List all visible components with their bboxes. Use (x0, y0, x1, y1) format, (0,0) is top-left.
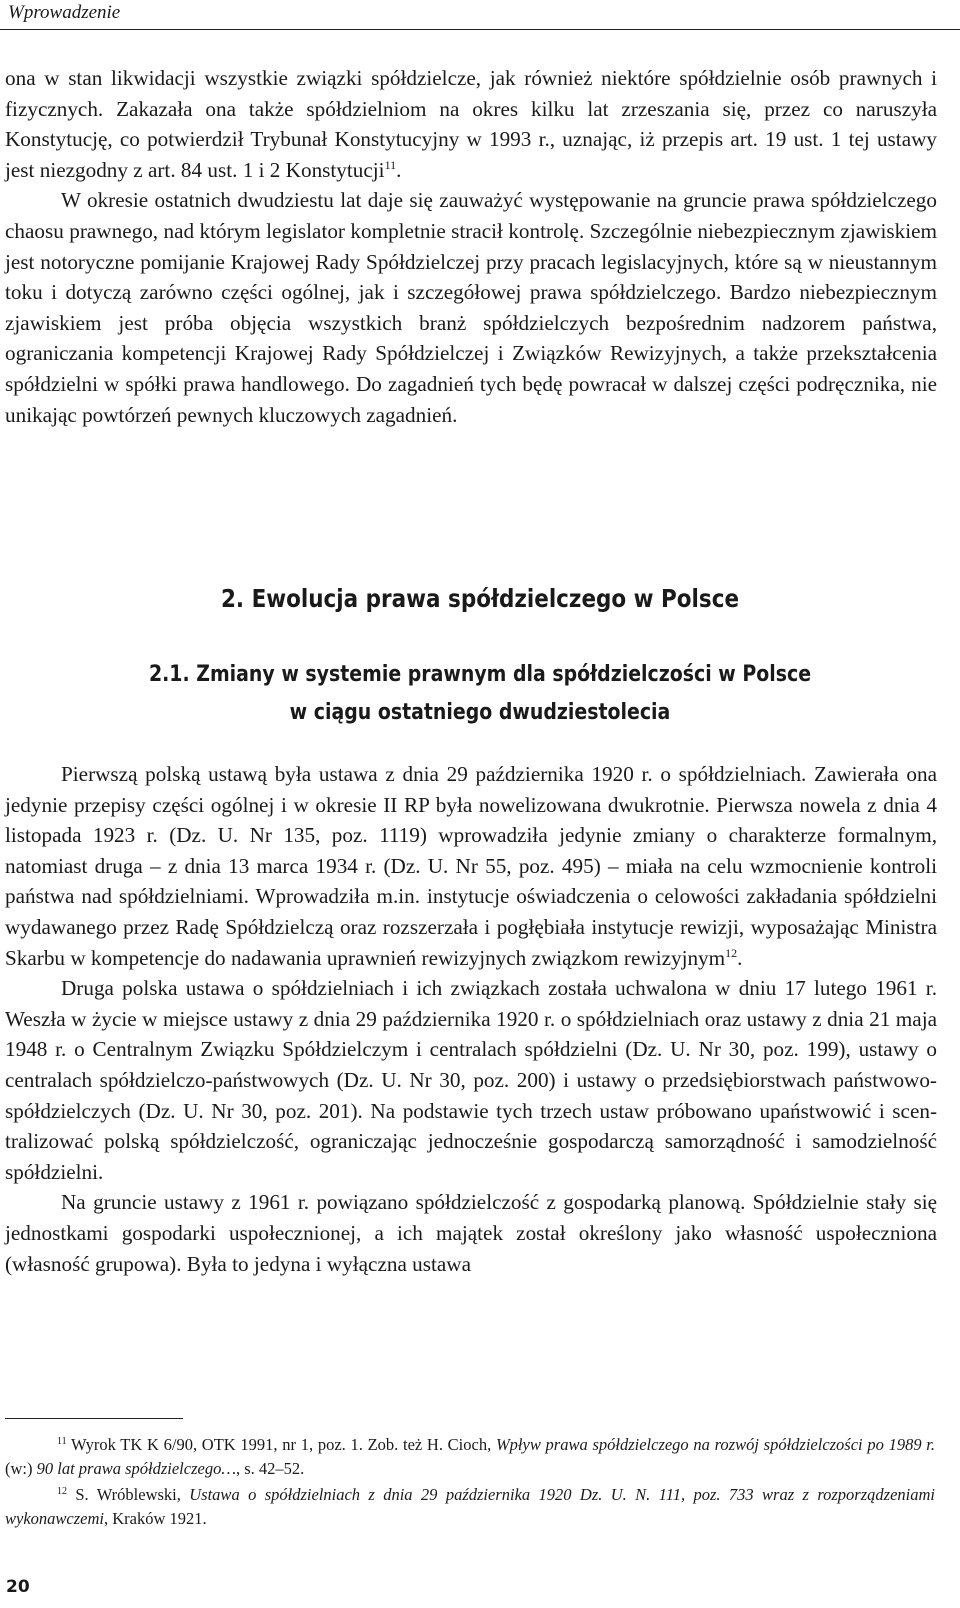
footnotes (5, 1433, 935, 1533)
section-heading: 2. Ewolucja prawa spółdzielczego w Polsce (220, 584, 740, 613)
footnote-ref-12[interactable]: 12 (725, 945, 738, 960)
footnote-12 (5, 1483, 935, 1531)
footnote-title: Ustawa o spółdzielniach z dnia 29 października 1920 Dz. U. N. 111, poz. 733 wraz z rozporządzeniami wykonawczemi (5, 1485, 935, 1528)
footnote-11 (5, 1433, 935, 1481)
paragraph: Druga polska ustawa o spółdzielniach i ich związkach została uchwalona w dniu 17 lutego 1961 r. Weszła w życie w miejsce ustawy z dnia 29 października 1920 r. o spółdzielniach oraz ustawy z dnia 21 maja 1948 r. o Centralnym Związku Spółdzielczym i centralach spółdzielni (Dz. U. Nr 30, poz. 199), ustawy o centralach spółdzielczo-państwowych (Dz. U. Nr 30, poz. 200) i ustawy o przedsiębiorstwach państwowo-spółdzielczych (Dz. U. Nr 30, poz. 201). Na podstawie tych trzech ustaw próbowano upaństwowić i scentralizować polską spółdzielczość, ograniczając jednocześnie gospodarczą samorządność i samodzielność spółdzielni. (5, 976, 937, 1184)
footnote-rule (5, 1418, 183, 1419)
header-rule (0, 29, 960, 30)
paragraph-end: . (396, 157, 402, 182)
footnote-ref-11[interactable]: 11 (384, 157, 397, 172)
subsection-heading-line2: w ciągu ostatniego dwudziestolecia (289, 700, 671, 725)
subsection-heading (67, 656, 893, 732)
footnote-title: 90 lat prawa spółdzielczego… (36, 1459, 237, 1478)
body-text-top (5, 63, 937, 430)
paragraph-end: . (737, 945, 743, 970)
paragraph (5, 759, 937, 973)
footnote-text: , Kraków 1921. (103, 1509, 207, 1528)
page-number: 20 (6, 1577, 30, 1597)
footnote-number: 11 (57, 1436, 67, 1447)
footnote-title: Wpływ prawa spółdzielczego na rozwój spółdzielczości po 1989 r. (495, 1435, 935, 1454)
footnote-text: , s. 42–52. (236, 1459, 305, 1478)
paragraph: W okresie ostatnich dwudziestu lat daje się zauważyć występowanie na gruncie prawa spółdzielczego chaosu prawnego, nad którym legislator kompletnie stracił kontrolę. Szczególnie niebezpiecznym zjawiskiem jest notoryczne pomijanie Krajowej Rady Spółdzielczej przy pracach legislacyjnych, które są w nieustannym toku i dotyczą zarówno części ogólnej, jak i szczegółowej prawa spółdzielczego. Bardzo niebezpiecznym zjawiskiem jest próba objęcia wszystkich branż spółdzielczych bezpośrednim nadzorem państwa, ograniczania kompetencji Krajowej Rady Spółdzielczej i Związków Rewizyjnych, a także przekształcenia spółdzielni w spółki prawa handlowego. Do zagadnień tych będę powracał w dalszej części podręcznika, nie unikając powtórzeń pewnych kluczowych zagadnień. (5, 188, 937, 427)
footnote-text: Wyrok TK K 6/90, OTK 1991, nr 1, poz. 1. Zob. też H. Cioch, (66, 1435, 496, 1454)
body-text-section (5, 759, 937, 1279)
running-head: Wprowadzenie (8, 2, 121, 23)
footnote-text: (w:) (5, 1459, 37, 1478)
paragraph (5, 63, 937, 185)
subsection-heading-line1: 2.1. Zmiany w systemie prawnym dla spółdzielczości w Polsce (148, 662, 812, 687)
paragraph: Na gruncie ustawy z 1961 r. powiązano spółdzielczość z gospodarką planową. Spółdzielnie stały się jednostkami gospodarki uspołecznionej, a ich majątek został określony jako własność uspołeczniona (własność grupowa). Była to jedyna i wyłączna ustawa (5, 1190, 937, 1276)
footnote-number: 12 (57, 1486, 67, 1497)
paragraph-text: Pierwszą polską ustawą była ustawa z dnia 29 października 1920 r. o spółdzielniach. Zawierała ona jedynie przepisy części ogólnej i w okresie II RP była nowelizowana dwukrotnie. Pierwsza nowela z dnia 4 listopada 1923 r. (Dz. U. Nr 135, poz. 1119) wprowadziła jedynie zmiany o charakterze formalnym, natomiast druga – z dnia 13 marca 1934 r. (Dz. U. Nr 55, poz. 495) – miała na celu wzmocnienie kontroli państwa nad spółdzielniami. Wprowadziła m.in. instytucje oświadczenia o celowości zakładania spółdzielni wydawanego przez Radę Spółdzielczą oraz rozszerzała i pogłębiała instytucje rewizji, wyposażając Ministra Skarbu w kompetencje do nadawania uprawnień rewizyjnych związkom rewizyjnym (5, 762, 937, 970)
footnote-text: S. Wróblewski, (67, 1485, 190, 1504)
paragraph-text: ona w stan likwidacji wszystkie związki spółdzielcze, jak również niektóre spółdzielnie osób prawnych i fizycznych. Zakazała ona także spółdzielniom na okres kilku lat zrzeszania się, przez co naruszyła Konstytucję, co potwierdził Trybunał Konstytucyjny w 1993 r., uznając, iż przepis art. 19 ust. 1 tej ustawy jest niezgodny z art. 84 ust. 1 i 2 Konstytucji (5, 66, 937, 182)
